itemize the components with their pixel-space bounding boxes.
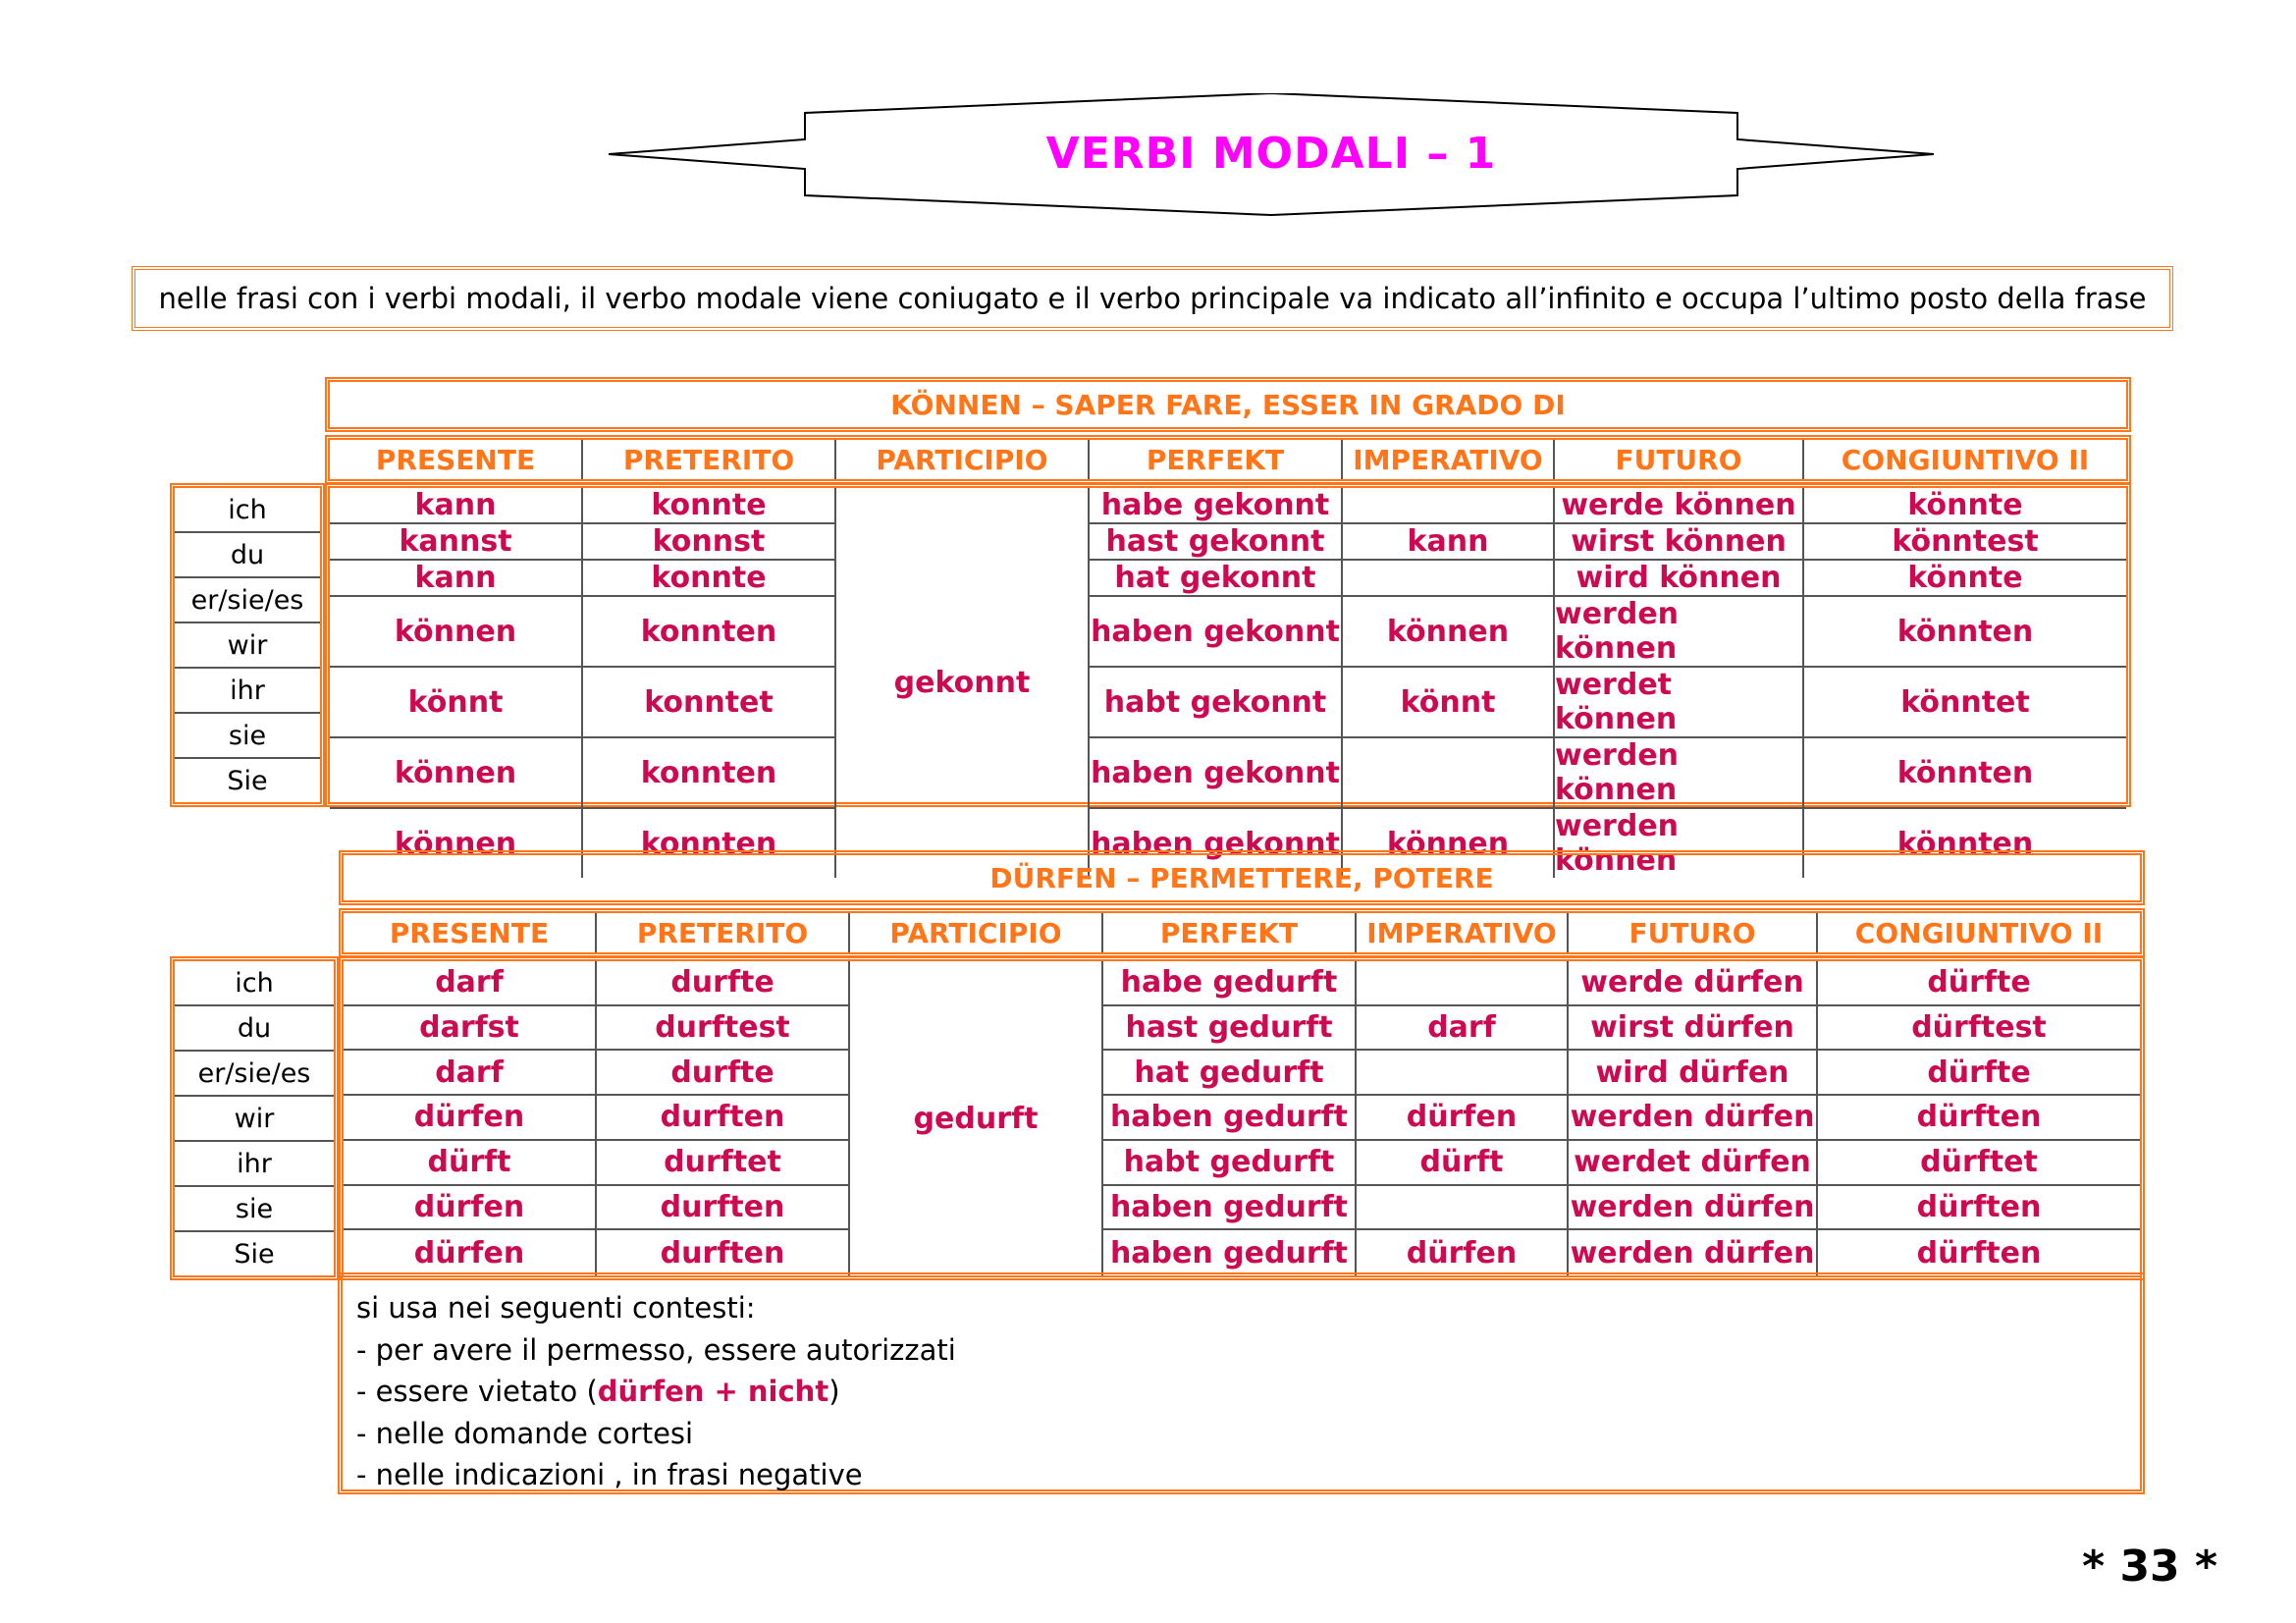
duerfen-congiuntivo-cell: dürften bbox=[1916, 1235, 2042, 1271]
koennen-perfekt-cell: hat gekonnt bbox=[1090, 561, 1343, 597]
duerfen-pronoun-sie: sie bbox=[175, 1187, 334, 1232]
usage-item-forbidden-prefix: - essere vietato ( bbox=[356, 1375, 598, 1408]
koennen-pronoun-er-sie-es: er/sie/es bbox=[175, 578, 320, 623]
duerfen-title: DÜRFEN – PERMETTERE, POTERE bbox=[989, 861, 1494, 894]
koennen-header-congiuntivo-ii: CONGIUNTIVO II bbox=[1841, 443, 2090, 476]
koennen-header-imperativo: IMPERATIVO bbox=[1343, 440, 1555, 479]
duerfen-presente-cell: dürfen bbox=[344, 1096, 597, 1141]
koennen-title: KÖNNEN – SAPER FARE, ESSER IN GRADO DI bbox=[890, 388, 1566, 421]
duerfen-presente-cell: darfst bbox=[344, 1006, 597, 1052]
duerfen-preterito-cell: durfte bbox=[597, 961, 850, 1006]
duerfen-imperativo-cell: dürfen bbox=[1357, 1096, 1569, 1141]
duerfen-perfekt-cell: haben gedurft bbox=[1103, 1186, 1357, 1231]
duerfen-header-congiuntivo-ii: CONGIUNTIVO II bbox=[1854, 916, 2104, 949]
koennen-presente-cell: können bbox=[330, 809, 583, 878]
koennen-perfekt-cell: haben gekonnt bbox=[1090, 597, 1343, 668]
koennen-futuro-cell: wird können bbox=[1555, 561, 1804, 597]
duerfen-congiuntivo-cell: dürfte bbox=[1818, 1051, 2140, 1096]
koennen-pronoun-wir: wir bbox=[175, 623, 320, 669]
koennen-pronoun-du: du bbox=[175, 533, 320, 578]
koennen-imperativo-cell: kann bbox=[1343, 524, 1555, 561]
duerfen-congiuntivo-cell: dürften bbox=[1818, 1186, 2140, 1231]
koennen-perfekt-cell: habe gekonnt bbox=[1090, 488, 1343, 524]
koennen-futuro-cell: werdet können bbox=[1555, 668, 1804, 738]
koennen-congiuntivo-cell: könntest bbox=[1804, 524, 2126, 561]
usage-item-directions: - nelle indicazioni , in frasi negative bbox=[356, 1458, 863, 1491]
koennen-preterito-cell: konntet bbox=[583, 668, 836, 738]
koennen-preterito-cell: konnten bbox=[583, 738, 836, 809]
koennen-preterito-cell: konnte bbox=[583, 561, 836, 597]
koennen-header-row bbox=[325, 435, 2131, 484]
koennen-congiuntivo-cell: könntet bbox=[1804, 668, 2126, 738]
duerfen-pronoun-du: du bbox=[175, 1006, 334, 1052]
duerfen-perfekt-cell: habe gedurft bbox=[1103, 961, 1357, 1006]
usage-item-forbidden bbox=[356, 1371, 2126, 1413]
koennen-header-futuro: FUTURO bbox=[1555, 440, 1804, 479]
duerfen-preterito-cell: durftest bbox=[597, 1006, 850, 1052]
koennen-preterito-cell: konnst bbox=[583, 524, 836, 561]
duerfen-header-futuro: FUTURO bbox=[1569, 913, 1818, 952]
page-number: * 33 * bbox=[2082, 1542, 2217, 1592]
duerfen-participio-cell: gedurft bbox=[850, 961, 1103, 1275]
duerfen-preterito-cell: durften bbox=[597, 1096, 850, 1141]
duerfen-imperativo-cell: dürft bbox=[1357, 1141, 1569, 1186]
koennen-congiuntivo-cell: könnten bbox=[1896, 826, 2034, 861]
duerfen-perfekt-cell: haben gedurft bbox=[1103, 1230, 1357, 1275]
koennen-congiuntivo-cell: könnten bbox=[1804, 738, 2126, 809]
koennen-perfekt-cell: hast gekonnt bbox=[1090, 524, 1343, 561]
duerfen-pronoun-ihr: ihr bbox=[175, 1142, 334, 1187]
duerfen-header-participio: PARTICIPIO bbox=[850, 913, 1103, 952]
koennen-participio-cell: gekonnt bbox=[836, 488, 1090, 878]
duerfen-imperativo-cell bbox=[1357, 961, 1569, 1006]
duerfen-presente-cell: dürft bbox=[344, 1141, 597, 1186]
duerfen-imperativo-cell: dürfen bbox=[1357, 1230, 1569, 1275]
duerfen-perfekt-cell: haben gedurft bbox=[1103, 1096, 1357, 1141]
duerfen-presente-cell: dürfen bbox=[344, 1230, 597, 1275]
duerfen-imperativo-cell bbox=[1357, 1051, 1569, 1096]
duerfen-congiuntivo-cell: dürftet bbox=[1818, 1141, 2140, 1186]
koennen-pronoun-ihr: ihr bbox=[175, 669, 320, 714]
duerfen-pronoun-ich: ich bbox=[175, 961, 334, 1006]
koennen-header-perfekt: PERFEKT bbox=[1090, 440, 1343, 479]
koennen-pronoun-sie: sie bbox=[175, 714, 320, 759]
duerfen-presente-cell: darf bbox=[344, 1051, 597, 1096]
duerfen-perfekt-cell: hast gedurft bbox=[1103, 1006, 1357, 1052]
usage-item-forbidden-highlight: dürfen + nicht bbox=[597, 1375, 829, 1408]
duerfen-imperativo-cell bbox=[1357, 1186, 1569, 1231]
duerfen-pronoun-er-sie-es: er/sie/es bbox=[175, 1052, 334, 1097]
koennen-preterito-cell: konnten bbox=[583, 809, 836, 878]
koennen-perfekt-cell: haben gekonnt bbox=[1090, 738, 1343, 809]
koennen-imperativo-cell bbox=[1343, 561, 1555, 597]
koennen-pronoun-ich: ich bbox=[175, 488, 320, 533]
duerfen-futuro-cell: wird dürfen bbox=[1569, 1051, 1818, 1096]
koennen-header-preterito: PRETERITO bbox=[583, 440, 836, 479]
koennen-imperativo-cell: können bbox=[1343, 809, 1555, 878]
duerfen-header-presente: PRESENTE bbox=[344, 913, 597, 952]
duerfen-header-perfekt: PERFEKT bbox=[1103, 913, 1357, 952]
koennen-header-presente: PRESENTE bbox=[330, 440, 583, 479]
duerfen-futuro-cell: werdet dürfen bbox=[1569, 1141, 1818, 1186]
duerfen-futuro-cell: werden dürfen bbox=[1569, 1096, 1818, 1141]
koennen-futuro-cell: werden können bbox=[1555, 809, 1804, 878]
koennen-presente-cell: können bbox=[330, 597, 583, 668]
usage-intro: si usa nei seguenti contesti: bbox=[356, 1291, 756, 1325]
duerfen-congiuntivo-cell: dürften bbox=[1818, 1096, 2140, 1141]
duerfen-preterito-cell: durfte bbox=[597, 1051, 850, 1096]
usage-item-permission: - per avere il permesso, essere autorizzati bbox=[356, 1332, 956, 1367]
duerfen-futuro-cell: wirst dürfen bbox=[1569, 1006, 1818, 1052]
duerfen-preterito-cell: durftet bbox=[597, 1141, 850, 1186]
koennen-presente-cell: kann bbox=[330, 488, 583, 524]
usage-item-polite: - nelle domande cortesi bbox=[356, 1416, 694, 1450]
duerfen-presente-cell: dürfen bbox=[344, 1186, 597, 1231]
koennen-header-participio: PARTICIPIO bbox=[836, 440, 1090, 479]
duerfen-header-preterito: PRETERITO bbox=[597, 913, 850, 952]
duerfen-title-bar bbox=[339, 850, 2145, 905]
usage-notes bbox=[338, 1272, 2145, 1494]
koennen-futuro-cell: werden können bbox=[1555, 597, 1804, 668]
koennen-futuro-cell: wirst können bbox=[1555, 524, 1804, 561]
koennen-imperativo-cell bbox=[1343, 488, 1555, 524]
duerfen-header-row bbox=[339, 908, 2145, 957]
koennen-congiuntivo-cell: könnten bbox=[1804, 597, 2126, 668]
koennen-imperativo-cell: könnt bbox=[1343, 668, 1555, 738]
duerfen-imperativo-cell: darf bbox=[1357, 1006, 1569, 1052]
duerfen-pronoun-sie: Sie bbox=[234, 1238, 275, 1270]
intro-note: nelle frasi con i verbi modali, il verbo modale viene coniugato e il verbo principale va indicato all’infinito e occupa l’ultimo posto della frase bbox=[132, 266, 2173, 331]
duerfen-presente-cell: darf bbox=[344, 961, 597, 1006]
duerfen-futuro-cell: werden dürfen bbox=[1569, 1186, 1818, 1231]
duerfen-futuro-cell: werden dürfen bbox=[1569, 1230, 1818, 1275]
koennen-pronoun-sie: Sie bbox=[227, 765, 268, 796]
duerfen-preterito-cell: durften bbox=[597, 1230, 850, 1275]
duerfen-perfekt-cell: habt gedurft bbox=[1103, 1141, 1357, 1186]
duerfen-header-imperativo: IMPERATIVO bbox=[1357, 913, 1569, 952]
koennen-perfekt-cell: haben gekonnt bbox=[1090, 809, 1343, 878]
koennen-congiuntivo-cell: könnte bbox=[1804, 488, 2126, 524]
koennen-presente-cell: kann bbox=[330, 561, 583, 597]
koennen-preterito-cell: konnte bbox=[583, 488, 836, 524]
koennen-imperativo-cell bbox=[1343, 738, 1555, 809]
duerfen-congiuntivo-cell: dürfte bbox=[1818, 961, 2140, 1006]
koennen-futuro-cell: werde können bbox=[1555, 488, 1804, 524]
koennen-title-bar bbox=[325, 377, 2131, 432]
koennen-presente-cell: könnt bbox=[330, 668, 583, 738]
koennen-preterito-cell: konnten bbox=[583, 597, 836, 668]
koennen-futuro-cell: werden können bbox=[1555, 738, 1804, 809]
title-banner bbox=[609, 93, 1934, 221]
duerfen-perfekt-cell: hat gedurft bbox=[1103, 1051, 1357, 1096]
koennen-congiuntivo-cell: könnte bbox=[1804, 561, 2126, 597]
koennen-presente-cell: kannst bbox=[330, 524, 583, 561]
koennen-imperativo-cell: können bbox=[1343, 597, 1555, 668]
duerfen-conjugation-grid bbox=[339, 956, 2145, 1280]
koennen-pronoun-column bbox=[170, 483, 325, 807]
duerfen-pronoun-wir: wir bbox=[175, 1097, 334, 1142]
page-title: VERBI MODALI – 1 bbox=[1045, 129, 1497, 179]
koennen-presente-cell: können bbox=[330, 738, 583, 809]
duerfen-pronoun-column bbox=[170, 956, 339, 1280]
koennen-perfekt-cell: habt gekonnt bbox=[1090, 668, 1343, 738]
duerfen-futuro-cell: werde dürfen bbox=[1569, 961, 1818, 1006]
duerfen-preterito-cell: durften bbox=[597, 1186, 850, 1231]
duerfen-congiuntivo-cell: dürftest bbox=[1818, 1006, 2140, 1052]
usage-item-forbidden-suffix: ) bbox=[828, 1375, 840, 1408]
